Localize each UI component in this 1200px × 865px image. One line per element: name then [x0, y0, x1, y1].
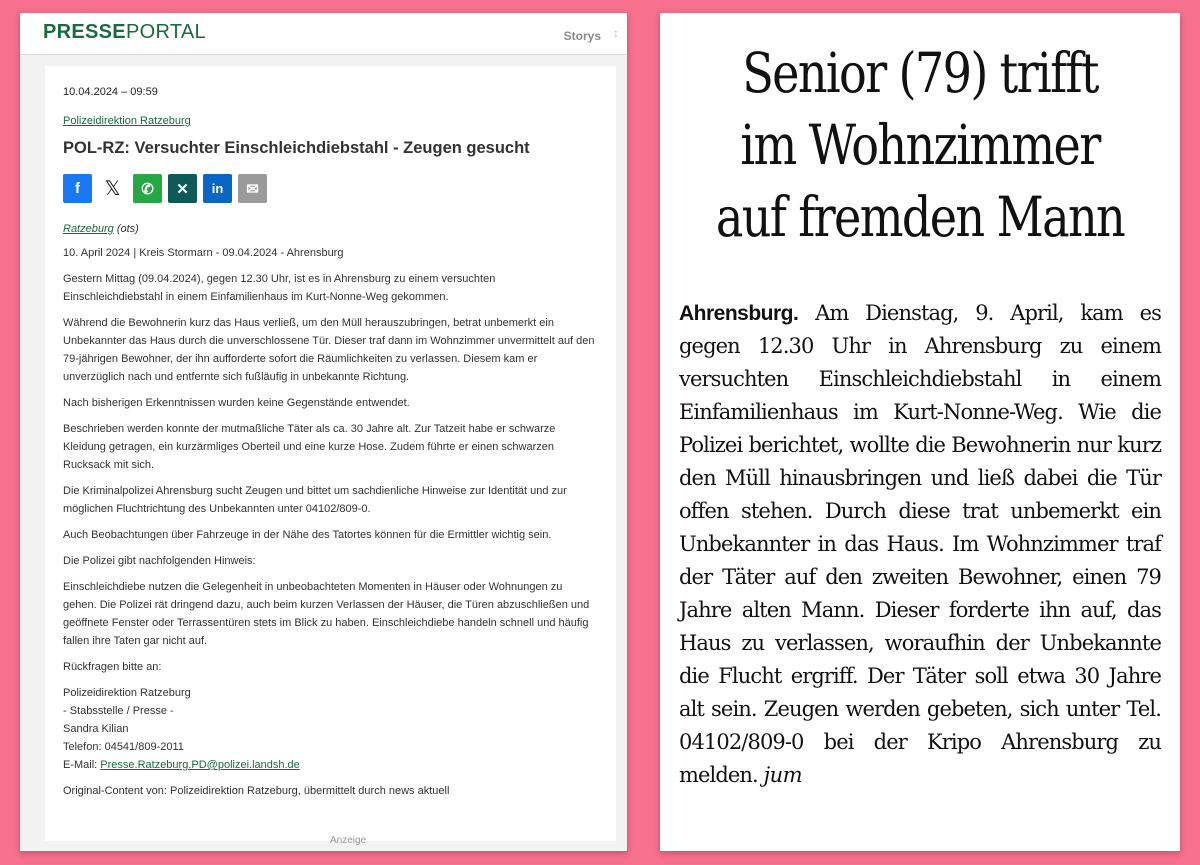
linkedin-share-icon[interactable]: in — [203, 174, 232, 203]
headline-line: Senior (79) trifft — [742, 41, 1098, 105]
body-paragraph: Nach bisherigen Erkenntnissen wurden keine Gegenstände entwendet. — [63, 397, 410, 409]
article-author: jum — [763, 763, 803, 787]
sort-arrows-icon: ↕ — [613, 26, 619, 40]
dateline: 10. April 2024 | Kreis Stormarn - 09.04.2024 - Ahrensburg — [63, 247, 344, 259]
body-paragraph: Beschrieben werden konnte der mutmaßliche Täter als ca. 30 Jahre alt. Zur Tatzeit habe er schwarze Kleidung getragen, ein kurzärmliges Oberteil und eine kurze Hose. Zudem führte er einen schwarzen Rucksack mit sich. — [63, 423, 556, 471]
original-content-note: Original-Content von: Polizeidirektion Ratzeburg, übermittelt durch news aktuell — [63, 785, 450, 797]
contact-email-row — [63, 756, 598, 774]
presseportal-logo[interactable]: PRESSEPORTAL — [43, 21, 206, 43]
article-text: Am Dienstag, 9. April, kam es gegen 12.30 Uhr in Ahrensburg zu einem versuchten Einschleichdiebstahl in einem Einfamilienhaus im Kurt-Nonne-Weg. Wie die Polizei berichtet, wollte die Bewohnerin nur kurz den Müll hinausbringen und ließ dabei die Tür offen stehen. Durch diese trat unbemerkt ein Unbekannter in das Haus. Im Wohnzimmer traf der Täter auf den zweiten Bewohner, einen 79 Jahre alten Mann. Dieser forderte ihn auf, das Haus zu verlassen, woraufhin der Unbekannte die Flucht ergriff. Der Täter soll etwa 30 Jahre alt sein. Zeugen werden gebeten, sich unter Tel. 04102/809-0 bei der Kripo Ahrensburg zu melden. — [679, 301, 1161, 787]
contact-phone: Telefon: 04541/809-2011 — [63, 741, 184, 753]
presseportal-screenshot — [20, 13, 627, 851]
release-meta — [63, 222, 598, 236]
source-link[interactable]: Polizeidirektion Ratzeburg — [63, 115, 191, 127]
whatsapp-share-icon[interactable]: ✆ — [133, 174, 162, 203]
body-paragraph: Auch Beobachtungen über Fahrzeuge in der Nähe des Tatortes können für die Ermittler wichtig sein. — [63, 529, 552, 541]
contact-block — [63, 684, 598, 774]
newspaper-clipping — [660, 13, 1180, 851]
email-label: E-Mail: — [63, 759, 101, 771]
body-paragraph: Während die Bewohnerin kurz das Haus verließ, um den Müll herauszubringen, betrat unbemerkt ein Unbekannter das Haus durch die unverschlossene Tür. Dieser traf dann im Wohnzimmer unvermittelt auf den 79-jährigen Bewohner, der ihn aufforderte sofort die Räumlichkeiten zu verlassen. Diesem kam er unverzüglich nach und entfernte sich fußläufig in unbekannte Richtung. — [63, 317, 595, 383]
ots-label: (ots) — [116, 223, 139, 235]
body-paragraph: Rückfragen bitte an: — [63, 661, 162, 673]
xing-share-icon[interactable]: ✕ — [168, 174, 197, 203]
body-paragraph: Die Kriminalpolizei Ahrensburg sucht Zeugen und bittet um sachdienliche Hinweise zur Identität und zur möglichen Fluchtrichtung des Unbekannten unter 04102/809-0. — [63, 485, 567, 515]
release-body — [63, 270, 598, 676]
press-release-card — [45, 66, 616, 846]
contact-email-link[interactable]: Presse.Ratzeburg.PD@polizei.landsh.de — [100, 759, 300, 771]
contact-department: - Stabsstelle / Presse - — [63, 705, 174, 717]
share-bar — [63, 174, 598, 204]
newspaper-headline — [702, 37, 1139, 253]
contact-org: Polizeidirektion Ratzeburg — [63, 687, 191, 699]
body-paragraph: Einschleichdiebe nutzen die Gelegenheit in unbeobachteten Momenten in Häuser oder Wohnungen zu gehen. Die Polizei rät dringend dazu, auch beim kurzen Verlassen der Häuser, die Türen abzuschließen und geöffnete Fenster oder Terrassentüren stets im Blick zu haben. Einschleichdiebe handeln schnell und häufig fallen ihre Taten gar nicht auf. — [63, 581, 590, 647]
release-date: 10.04.2024 – 09:59 — [63, 86, 158, 98]
presseportal-header — [20, 13, 627, 55]
release-title: POL-RZ: Versuchter Einschleichdiebstahl - Zeugen gesucht — [63, 139, 530, 157]
ad-label: Anzeige — [330, 835, 367, 846]
headline-line: auf fremden Mann — [715, 185, 1125, 249]
newspaper-article-body — [679, 297, 1161, 792]
article-place: Ahrensburg. — [679, 302, 799, 325]
contact-person: Sandra Kilian — [63, 723, 129, 735]
body-paragraph: Die Polizei gibt nachfolgenden Hinweis: — [63, 555, 256, 567]
headline-line: im Wohnzimmer — [740, 113, 1100, 177]
storys-menu[interactable]: Storys — [563, 29, 601, 43]
facebook-share-icon[interactable]: f — [63, 174, 92, 203]
mail-share-icon[interactable]: ✉ — [238, 174, 267, 203]
meta-source-link[interactable]: Ratzeburg — [63, 223, 114, 235]
x-share-icon[interactable]: 𝕏 — [98, 174, 127, 203]
body-paragraph: Gestern Mittag (09.04.2024), gegen 12.30 Uhr, ist es in Ahrensburg zu einem versuchten Einschleichdiebstahl in einem Einfamilienhaus im Kurt-Nonne-Weg gekommen. — [63, 273, 496, 303]
